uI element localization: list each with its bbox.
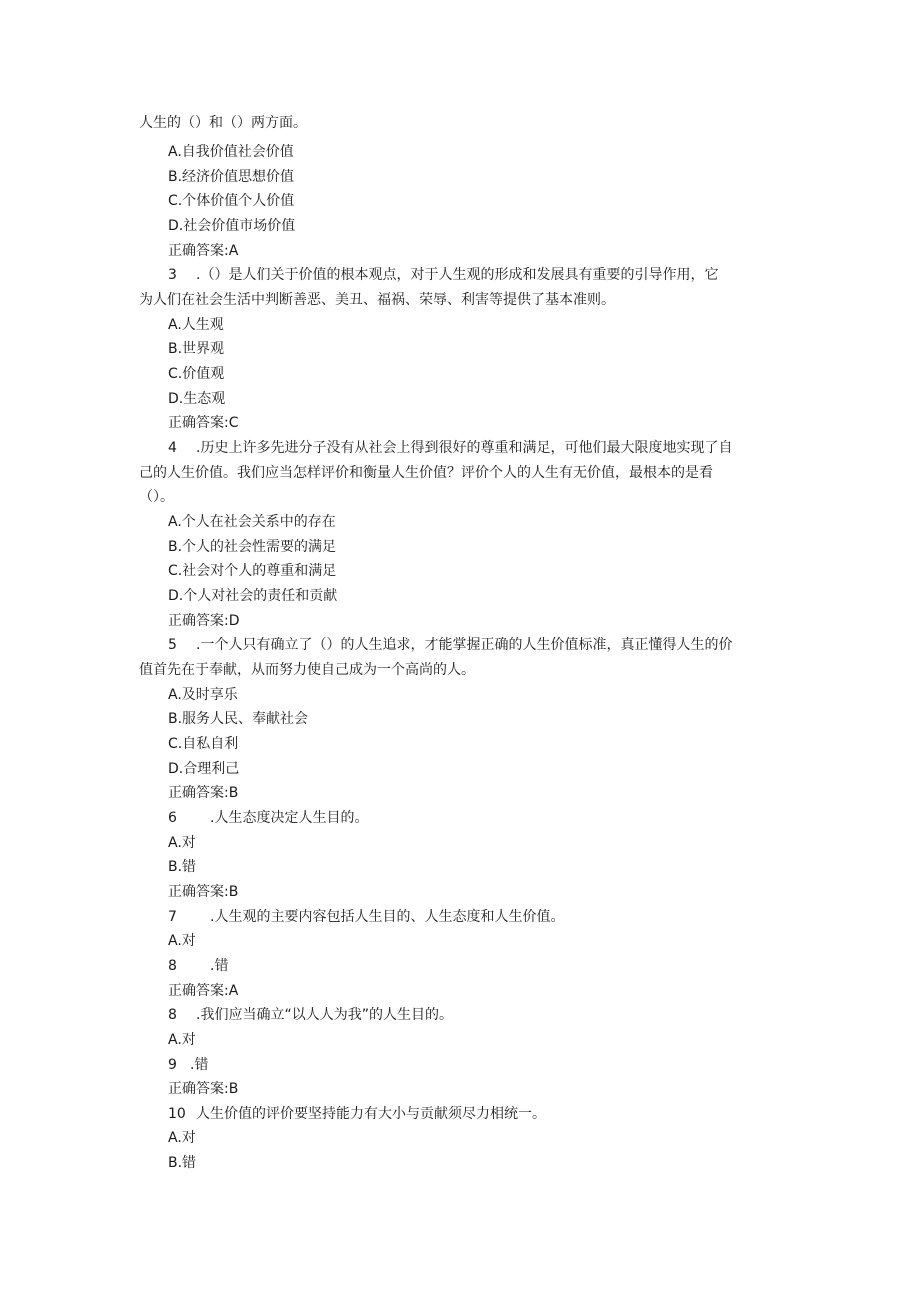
q5-stem-line1 bbox=[168, 635, 732, 655]
q10-option-a: A.对 bbox=[168, 1130, 196, 1146]
q8-number: 8 bbox=[168, 1007, 177, 1023]
q4-option-b: B.个人的社会性需要的满足 bbox=[168, 539, 337, 555]
q6-stem bbox=[168, 808, 368, 828]
q8-option-b-number: 9 bbox=[168, 1057, 177, 1073]
q5-answer: 正确答案:B bbox=[168, 785, 239, 801]
q7-stem-text: .人生观的主要内容包括人生目的、人生态度和人生价值。 bbox=[210, 909, 565, 925]
q3-number: 3 bbox=[168, 267, 177, 283]
q4-stem-line3: （）。 bbox=[139, 489, 174, 505]
q8-stem bbox=[168, 1005, 453, 1025]
q7-option-a: A.对 bbox=[168, 933, 196, 949]
q4-option-c: C.社会对个人的尊重和满足 bbox=[168, 563, 337, 579]
q2-stem-tail: 人生的（）和（）两方面。 bbox=[139, 115, 307, 131]
q8-answer: 正确答案:B bbox=[168, 1081, 239, 1097]
q5-option-b: B.服务人民、奉献社会 bbox=[168, 711, 309, 727]
q8-option-a: A.对 bbox=[168, 1032, 196, 1048]
q3-option-a: A.人生观 bbox=[168, 317, 224, 333]
q4-number: 4 bbox=[168, 440, 177, 456]
q2-option-a: A.自我价值社会价值 bbox=[168, 144, 294, 160]
q6-answer: 正确答案:B bbox=[168, 884, 239, 900]
q4-stem-line2: 己的人生价值。我们应当怎样评价和衡量人生价值？评价个人的人生有无价值，最根本的是看 bbox=[139, 465, 713, 481]
q4-answer: 正确答案:D bbox=[168, 613, 240, 629]
q3-option-b: B.世界观 bbox=[168, 341, 225, 357]
q5-option-d: D.合理利己 bbox=[168, 761, 240, 777]
q10-number: 10 bbox=[168, 1106, 186, 1122]
q7-stem bbox=[168, 907, 564, 927]
q6-stem-text: .人生态度决定人生目的。 bbox=[210, 810, 369, 826]
q7-option-b bbox=[168, 956, 228, 976]
q7-answer: 正确答案:A bbox=[168, 983, 239, 999]
q3-option-d: D.生态观 bbox=[168, 391, 226, 407]
q3-option-c: C.价值观 bbox=[168, 366, 225, 382]
q8-stem-text: .我们应当确立“以人人为我”的人生目的。 bbox=[196, 1007, 453, 1023]
q5-stem-text: .一个人只有确立了（）的人生追求，才能掌握正确的人生价值标准，真正懂得人生的价 bbox=[196, 637, 733, 653]
q5-option-c: C.自私自利 bbox=[168, 736, 239, 752]
q7-option-b-text: .错 bbox=[210, 958, 229, 974]
q5-number: 5 bbox=[168, 637, 177, 653]
q2-option-c: C.个体价值个人价值 bbox=[168, 193, 295, 209]
q10-stem-text: 人生价值的评价要坚持能力有大小与贡献须尽力相统一。 bbox=[196, 1106, 546, 1122]
q4-option-a: A.个人在社会关系中的存在 bbox=[168, 514, 336, 530]
q6-number: 6 bbox=[168, 810, 177, 826]
q8-option-b-text: .错 bbox=[190, 1057, 209, 1073]
q7-number: 7 bbox=[168, 909, 177, 925]
q3-answer: 正确答案:C bbox=[168, 415, 239, 431]
q4-stem-text: .历史上许多先进分子没有从社会上得到很好的尊重和满足，可他们最大限度地实现了自 bbox=[196, 440, 733, 456]
q2-option-b: B.经济价值思想价值 bbox=[168, 169, 295, 185]
q8-option-b bbox=[168, 1055, 208, 1075]
q6-option-a: A.对 bbox=[168, 835, 196, 851]
q3-stem-line1 bbox=[168, 265, 718, 285]
q5-option-a: A.及时享乐 bbox=[168, 687, 238, 703]
q5-stem-line2: 值首先在于奉献，从而努力使自己成为一个高尚的人。 bbox=[139, 662, 475, 678]
q10-stem bbox=[168, 1104, 546, 1124]
q4-option-d: D.个人对社会的责任和贡献 bbox=[168, 588, 338, 604]
q3-stem-line2: 为人们在社会生活中判断善恶、美丑、福祸、荣辱、利害等提供了基本准则。 bbox=[139, 292, 615, 308]
q6-option-b: B.错 bbox=[168, 859, 197, 875]
q7-option-b-number: 8 bbox=[168, 958, 177, 974]
q2-option-d: D.社会价值市场价值 bbox=[168, 218, 296, 234]
q3-stem-text: .（）是人们关于价值的根本观点，对于人生观的形成和发展具有重要的引导作用，它 bbox=[196, 267, 719, 283]
q2-answer: 正确答案:A bbox=[168, 243, 239, 259]
q10-option-b: B.错 bbox=[168, 1155, 197, 1171]
q4-stem-line1 bbox=[168, 438, 732, 458]
